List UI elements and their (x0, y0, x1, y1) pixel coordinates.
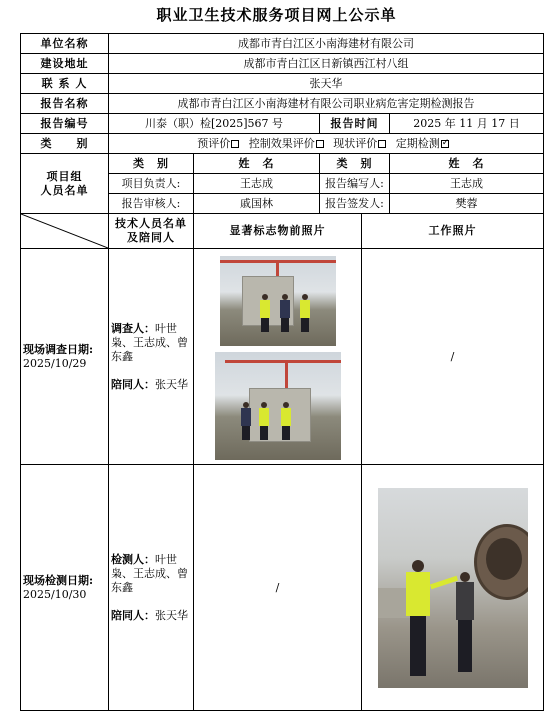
detection-staff-cell (109, 465, 194, 711)
survey-staff-label: 调查人： (111, 321, 155, 335)
row-unit-name (21, 34, 544, 54)
category-label: 类 别 (21, 134, 109, 154)
survey-staff-cell (109, 249, 194, 465)
option-control-effect-label: 控制效果评价 (248, 136, 315, 150)
detection-escort: 张天华 (155, 608, 188, 622)
sign-photo-header: 显著标志物前照片 (194, 214, 362, 249)
survey-work-photo-cell (362, 249, 544, 465)
contact-value: 张天华 (109, 74, 544, 94)
team-name-2: 樊蓉 (390, 194, 544, 214)
detection-row (21, 465, 544, 711)
unit-name-label: 单位名称 (21, 34, 109, 54)
address-value: 成都市青白江区日新镇西江村八组 (109, 54, 544, 74)
survey-work-photo-placeholder: / (450, 349, 455, 363)
team-role-2: 报告编写人: (320, 174, 390, 194)
tech-staff-header-line2: 及陪同人 (127, 231, 175, 244)
detection-work-photo (378, 488, 528, 688)
team-role: 报告审核人: (109, 194, 194, 214)
survey-date: 2025/10/29 (23, 356, 87, 370)
team-col-category: 类 别 (109, 154, 194, 174)
contact-label: 联 系 人 (21, 74, 109, 94)
survey-escort: 张天华 (155, 377, 188, 391)
survey-escort-label: 陪同人： (111, 377, 155, 391)
detection-sign-photo-cell (194, 465, 362, 711)
diagonal-header-cell (21, 214, 109, 249)
detection-staff-label: 检测人： (111, 552, 155, 566)
report-name-label: 报告名称 (21, 94, 109, 114)
team-role: 项目负责人: (109, 174, 194, 194)
detection-escort-label: 陪同人： (111, 608, 155, 622)
team-role-2: 报告签发人: (320, 194, 390, 214)
report-time-label: 报告时间 (320, 114, 390, 134)
option-status-evaluation-label: 现状评价 (333, 136, 378, 150)
photos-header-row (21, 214, 544, 249)
detection-date-cell (21, 465, 109, 711)
survey-staff: 叶世枭、王志成、曾东鑫 (111, 321, 188, 363)
diagonal-line (21, 214, 108, 248)
row-category (21, 134, 544, 154)
option-control-effect-checkbox[interactable] (316, 140, 324, 148)
detection-date-label: 现场检测日期: (23, 573, 94, 587)
team-name-2: 王志成 (390, 174, 544, 194)
report-name-value: 成都市青白江区小南海建材有限公司职业病危害定期检测报告 (109, 94, 544, 114)
team-header-row (21, 154, 544, 174)
detection-date: 2025/10/30 (23, 587, 87, 601)
team-name: 王志成 (194, 174, 320, 194)
survey-sign-photo-2 (215, 352, 341, 460)
survey-sign-photos-cell (194, 249, 362, 465)
address-label: 建设地址 (21, 54, 109, 74)
page-title: 职业卫生技术服务项目网上公示单 (156, 6, 397, 24)
detection-sign-photo-placeholder: / (275, 580, 280, 594)
option-status-evaluation-checkbox[interactable] (378, 140, 386, 148)
team-col-name: 姓 名 (194, 154, 320, 174)
option-pre-evaluation-checkbox[interactable] (231, 140, 239, 148)
option-pre-evaluation-label: 预评价 (197, 136, 231, 150)
survey-row (21, 249, 544, 465)
tech-staff-header-line1: 技术人员名单 (115, 217, 187, 230)
category-options (109, 134, 544, 154)
tech-staff-header (109, 214, 194, 249)
survey-date-cell (21, 249, 109, 465)
notice-table (20, 33, 544, 711)
team-label-line1: 项目组 (46, 169, 83, 183)
report-no-value: 川泰（职）检[2025]567 号 (109, 114, 320, 134)
survey-date-label: 现场调查日期: (23, 342, 94, 356)
row-report-name (21, 94, 544, 114)
team-label (21, 154, 109, 214)
row-report-no (21, 114, 544, 134)
team-label-line2: 人员名单 (40, 183, 89, 197)
survey-sign-photo-1 (220, 256, 336, 346)
team-col-name-2: 姓 名 (390, 154, 544, 174)
work-photo-header: 工作照片 (362, 214, 544, 249)
detection-work-photo-cell (362, 465, 544, 711)
team-col-category-2: 类 别 (320, 154, 390, 174)
unit-name-value: 成都市青白江区小南海建材有限公司 (109, 34, 544, 54)
row-contact (21, 74, 544, 94)
team-name: 戚国林 (194, 194, 320, 214)
option-periodic-detection-checkbox[interactable] (441, 140, 449, 148)
detection-staff: 叶世枭、王志成、曾东鑫 (111, 552, 188, 594)
report-no-label: 报告编号 (21, 114, 109, 134)
row-address (21, 54, 544, 74)
report-time-value: 2025 年 11 月 17 日 (390, 114, 544, 134)
option-periodic-detection-label: 定期检测 (395, 136, 440, 150)
